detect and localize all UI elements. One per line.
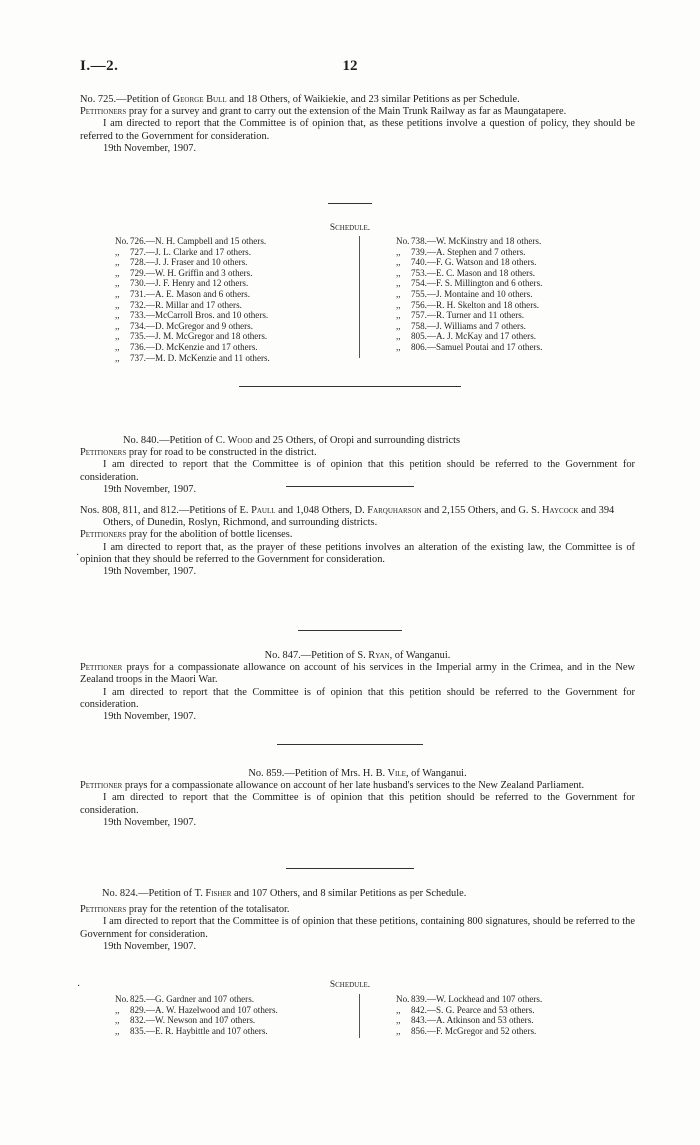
short-divider — [277, 744, 423, 745]
entry-prefix: ,, — [115, 331, 120, 342]
schedule-entry — [396, 342, 542, 353]
entry-prefix: ,, — [396, 1004, 401, 1015]
report-date: 19th November, 1907. — [103, 711, 197, 723]
petition-title: No. 847.—Petition of S. Ryan, of Wanganui. — [264, 650, 451, 661]
scan-speck: · — [76, 550, 80, 561]
entry-text: 730.—J. F. Henry and 12 others. — [130, 278, 249, 289]
entry-text: 825.—G. Gardner and 107 others. — [130, 994, 255, 1004]
entry-prefix: ,, — [115, 1015, 120, 1026]
entry-text: 732.—R. Millar and 17 others. — [130, 299, 242, 310]
entry-text: 736.—D. McKenzie and 17 others. — [130, 341, 258, 352]
schedule-left-column — [115, 236, 270, 363]
entry-text: 726.—N. H. Campbell and 15 others. — [130, 236, 267, 246]
short-divider — [328, 203, 372, 204]
page-number: 12 — [342, 58, 358, 74]
petition-prayer: Petitioner prays for a compassionate allowance on account of her late husband's services to the New Zealand Parliament. — [80, 780, 585, 792]
schedule-left-column — [115, 994, 278, 1036]
schedule-entry — [396, 247, 542, 258]
entry-text: 739.—A. Stephen and 7 others. — [411, 246, 526, 257]
schedule-column-divider — [359, 994, 360, 1038]
entry-prefix: ,, — [115, 1004, 120, 1015]
schedule-entry — [396, 236, 542, 247]
schedule-entry — [115, 300, 270, 311]
schedule-entry — [115, 257, 270, 268]
schedule-entry — [396, 1015, 542, 1026]
schedule-entry — [396, 289, 542, 300]
schedule-right-column — [396, 994, 542, 1036]
entry-prefix: ,, — [115, 299, 120, 310]
entry-prefix: ,, — [396, 246, 401, 257]
petition-859 — [80, 768, 635, 829]
report-date: 19th November, 1907. — [103, 142, 197, 154]
schedule-entry — [396, 268, 542, 279]
petition-prayer: Petitioner prays for a compassionate allowance on account of his services in the Imperial army in the Crimea, and in the New Zealand troops in the Maori War. — [80, 662, 635, 686]
committee-report: I am directed to report that the Committee is of opinion that this petition should be referred to the Government for consideration. — [80, 459, 635, 483]
committee-report: I am directed to report that the Committee is of opinion that, as these petitions involve a question of policy, they should be referred to the Government for consideration. — [80, 118, 635, 142]
report-date: 19th November, 1907. — [103, 566, 197, 578]
entry-prefix: ,, — [115, 1025, 120, 1036]
entry-prefix: No. — [115, 994, 129, 1004]
section-divider — [239, 386, 461, 387]
entry-prefix: No. — [396, 236, 410, 246]
report-date: 19th November, 1907. — [103, 483, 197, 495]
schedule-entry — [115, 1005, 278, 1016]
entry-prefix: ,, — [396, 288, 401, 299]
committee-report: I am directed to report that the Committee is of opinion that these petitions, containing 800 signatures, should be referred to the Government for consideration. — [80, 916, 635, 940]
schedule-entry — [115, 247, 270, 258]
committee-report: I am directed to report that the Committee is of opinion that this petition should be referred to the Government for consideration. — [80, 686, 635, 710]
entry-text: 740.—F. G. Watson and 18 others. — [411, 257, 537, 268]
entry-text: 734.—D. McGregor and 9 others. — [130, 320, 253, 331]
entry-prefix: ,, — [115, 246, 120, 257]
entry-text: 842.—S. G. Pearce and 53 others. — [411, 1004, 535, 1015]
schedule-entry — [115, 268, 270, 279]
petition-title: No. 824.—Petition of T. Fisher and 107 Others, and 8 similar Petitions as per Schedule. — [102, 888, 467, 899]
short-divider — [286, 486, 414, 487]
entry-text: 758.—J. Williams and 7 others. — [411, 320, 526, 331]
petition-title: No. 840.—Petition of C. Wood and 25 Others, of Oropi and surrounding districts — [123, 435, 461, 446]
schedule-entry — [396, 1005, 542, 1016]
schedule-entry — [396, 257, 542, 268]
entry-text: 753.—E. C. Mason and 18 others. — [411, 267, 536, 278]
entry-prefix: ,, — [396, 341, 401, 352]
schedule-entry — [396, 331, 542, 342]
entry-text: 733.—McCarroll Bros. and 10 others. — [130, 310, 269, 321]
entry-prefix: ,, — [396, 331, 401, 342]
petition-808-811-812 — [80, 505, 635, 578]
schedule-heading: Schedule. — [329, 223, 371, 233]
schedule-entry — [396, 278, 542, 289]
entry-prefix: ,, — [115, 257, 120, 268]
paper-reference: I.—2. — [80, 58, 119, 74]
schedule-heading: Schedule. — [329, 980, 371, 990]
schedule-entry — [115, 1015, 278, 1026]
short-divider — [286, 868, 414, 869]
entry-prefix: No. — [396, 994, 410, 1004]
schedule-entry — [115, 331, 270, 342]
petition-title: No. 725.—Petition of George Bull and 18 Others, of Waikiekie, and 23 similar Petitions as per Schedule. — [80, 94, 520, 105]
petition-title: No. 859.—Petition of Mrs. H. B. Vile, of Wanganui. — [248, 768, 467, 779]
entry-text: 735.—J. M. McGregor and 18 others. — [130, 331, 268, 342]
entry-prefix: ,, — [115, 310, 120, 321]
schedule-entry — [115, 994, 278, 1005]
entry-text: 754.—F. S. Millington and 6 others. — [411, 278, 543, 289]
entry-text: 805.—A. J. McKay and 17 others. — [411, 331, 537, 342]
schedule-entry — [115, 353, 270, 364]
schedule-right-column — [396, 236, 542, 353]
entry-text: 856.—F. McGregor and 52 others. — [411, 1025, 537, 1036]
petition-title: Nos. 808, 811, and 812.—Petitions of E. Paull and 1,048 Others, D. Farquharson and 2,155 Others, and G. S. Haycock and 394 Others, of Dunedin, Roslyn, Richmond, and surrounding districts. — [80, 505, 615, 529]
petition-prayer: Petitioners pray for the abolition of bottle licenses. — [80, 529, 293, 541]
schedule-entry — [396, 321, 542, 332]
entry-text: 727.—J. L. Clarke and 17 others. — [130, 246, 251, 257]
schedule-entry — [396, 1026, 542, 1037]
entry-prefix: ,, — [396, 267, 401, 278]
schedule-entry — [115, 289, 270, 300]
schedule-entry — [115, 342, 270, 353]
committee-report: I am directed to report that the Committee is of opinion that this petition should be referred to the Government for consideration. — [80, 792, 635, 816]
entry-prefix: ,, — [396, 299, 401, 310]
entry-prefix: ,, — [396, 320, 401, 331]
schedule-entry — [115, 278, 270, 289]
schedule-entry — [115, 236, 270, 247]
report-date: 19th November, 1907. — [103, 816, 197, 828]
entry-text: 755.—J. Montaine and 10 others. — [411, 288, 533, 299]
entry-text: 806.—Samuel Poutai and 17 others. — [411, 341, 543, 352]
entry-text: 832.—W. Newson and 107 others. — [130, 1015, 256, 1026]
entry-prefix: ,, — [115, 341, 120, 352]
entry-text: 756.—R. H. Skelton and 18 others. — [411, 299, 540, 310]
petition-prayer: Petitioners pray for road to be constructed in the district. — [80, 447, 317, 459]
entry-prefix: ,, — [115, 278, 120, 289]
schedule-column-divider — [359, 236, 360, 358]
entry-prefix: ,, — [396, 310, 401, 321]
schedule-entry — [115, 321, 270, 332]
entry-text: 829.—A. W. Hazelwood and 107 others. — [130, 1004, 278, 1015]
entry-text: 839.—W. Lockhead and 107 others. — [411, 994, 543, 1004]
petition-847 — [80, 650, 635, 723]
committee-report: I am directed to report that, as the prayer of these petitions involves an alteration of the existing law, the Committee is of opinion that they should be referred to the Government for consideration. — [80, 541, 635, 565]
entry-text: 729.—W. H. Griffin and 3 others. — [130, 267, 253, 278]
entry-prefix: ,, — [115, 267, 120, 278]
entry-text: 835.—E. R. Haybittle and 107 others. — [130, 1025, 268, 1036]
petition-prayer: Petitioners pray for a survey and grant to carry out the extension of the Main Trunk Railway as far as Maungatapere. — [80, 106, 567, 118]
entry-prefix: ,, — [396, 257, 401, 268]
entry-prefix: ,, — [115, 320, 120, 331]
entry-prefix: No. — [115, 236, 129, 246]
schedule-entry — [396, 994, 542, 1005]
petition-824 — [80, 888, 635, 953]
entry-text: 738.—W. McKinstry and 18 others. — [411, 236, 542, 246]
entry-text: 728.—J. J. Fraser and 10 others. — [130, 257, 248, 268]
schedule-entry — [396, 310, 542, 321]
petition-725 — [80, 94, 635, 155]
entry-text: 731.—A. E. Mason and 6 others. — [130, 288, 250, 299]
scan-speck: · — [77, 981, 81, 992]
entry-prefix: ,, — [396, 1015, 401, 1026]
entry-text: 843.—A. Atkinson and 53 others. — [411, 1015, 534, 1026]
short-divider — [298, 630, 402, 631]
entry-prefix: ,, — [396, 1025, 401, 1036]
schedule-entry — [396, 300, 542, 311]
petition-prayer: Petitioners pray for the retention of the totalisator. — [80, 904, 290, 916]
report-date: 19th November, 1907. — [103, 940, 197, 952]
entry-text: 737.—M. D. McKenzie and 11 others. — [130, 352, 270, 363]
entry-prefix: ,, — [115, 288, 120, 299]
schedule-entry — [115, 310, 270, 321]
entry-prefix: ,, — [115, 352, 120, 363]
entry-prefix: ,, — [396, 278, 401, 289]
schedule-entry — [115, 1026, 278, 1037]
entry-text: 757.—R. Turner and 11 others. — [411, 310, 525, 321]
